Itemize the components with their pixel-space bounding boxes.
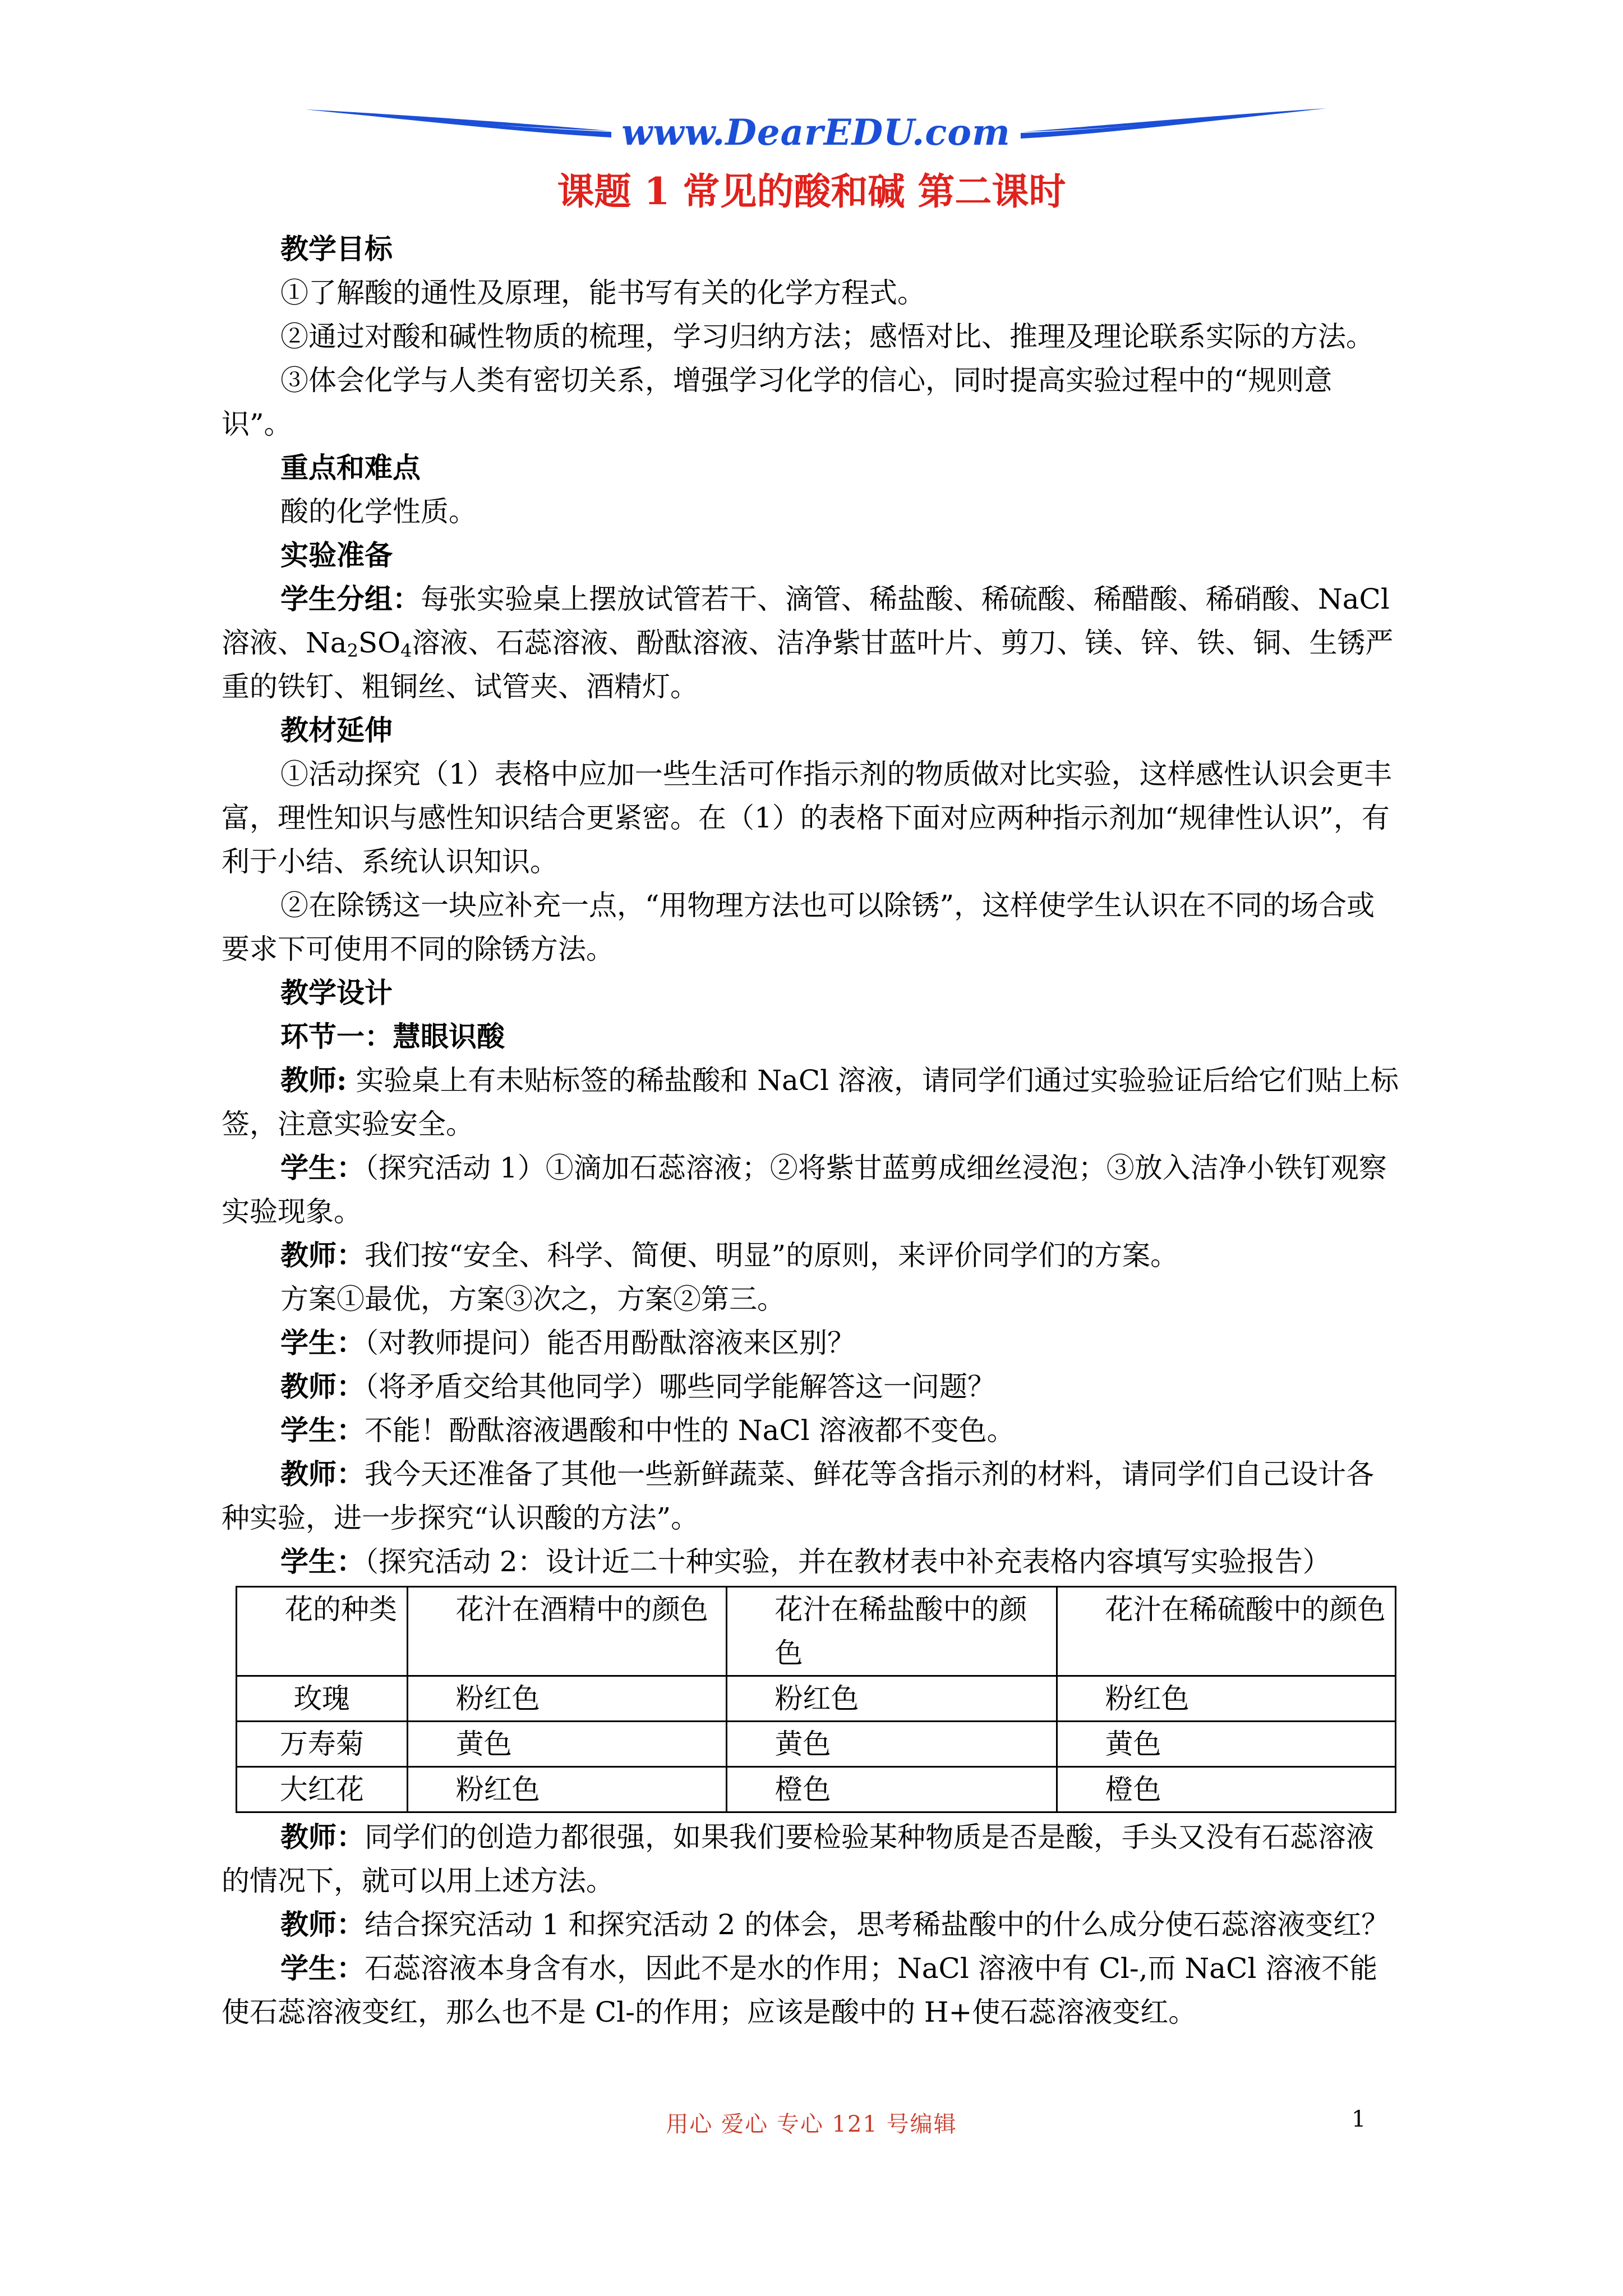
section-heading: 环节一：慧眼识酸	[280, 1020, 505, 1053]
dialogue-text: （探究活动 1）①滴加石蕊溶液；②将紫甘蓝剪成细丝浸泡；③放入洁净小铁钉观察实验现象。	[222, 1152, 1387, 1228]
dialogue-line	[222, 1947, 1399, 2034]
paragraph: ②通过对酸和碱性物质的梳理，学习归纳方法；感悟对比、推理及理论联系实际的方法。	[280, 320, 1374, 353]
paragraph: 学生分组：每张实验桌上摆放试管若干、滴管、稀盐酸、稀硫酸、稀醋酸、稀硝酸、NaCl 溶液、$Na_2SO_4$溶液、石蕊溶液、酚酞溶液、洁净紫甘蓝叶片、剪刀、镁、锌、铁、铜、生锈严重的铁钉、粗铜丝、试管夹、酒精灯。	[222, 582, 1394, 703]
document-title: 课题 1 常见的酸和碱 第二课时	[557, 169, 1066, 213]
section-heading: 教学目标	[280, 232, 393, 265]
document-body	[222, 227, 1399, 2034]
dialogue-text: 实验桌上有未贴标签的稀盐酸和 NaCl 溶液，请同学们通过实验验证后给它们贴上标签，注意实验安全。	[222, 1064, 1399, 1140]
header-banner	[306, 104, 1326, 160]
flower-color-table	[236, 1586, 1396, 1813]
page-number: 1	[1352, 2106, 1366, 2132]
table-header-cell: 花的种类	[237, 1587, 408, 1676]
dialogue-text: 不能！酚酞溶液遇酸和中性的 NaCl 溶液都不变色。	[365, 1414, 1015, 1447]
table-cell: 黄色	[1057, 1722, 1395, 1767]
section-heading: 实验准备	[280, 539, 393, 572]
dialogue-line	[222, 1409, 1399, 1452]
dialogue-block	[222, 1059, 1399, 1584]
dialogue-text: 我们按“安全、科学、简便、明显”的原则，来评价同学们的方案。	[365, 1239, 1179, 1272]
table-cell: 大红花	[237, 1767, 408, 1812]
table-row	[237, 1676, 1396, 1722]
table-row	[237, 1767, 1396, 1812]
dialogue-text: 结合探究活动 1 和探究活动 2 的体会，思考稀盐酸中的什么成分使石蕊溶液变红？	[365, 1908, 1390, 1941]
dialogue-text: 同学们的创造力都很强，如果我们要检验某种物质是否是酸，手头又没有石蕊溶液的情况下，就可以用上述方法。	[222, 1821, 1374, 1897]
table-cell: 玫瑰	[237, 1676, 408, 1722]
speaker-label: 学生：	[280, 1326, 365, 1359]
table-header-cell: 花汁在酒精中的颜色	[407, 1587, 726, 1676]
dialogue-line	[222, 1452, 1399, 1540]
speaker-label: 教师:	[280, 1064, 347, 1097]
table-cell: 粉红色	[1057, 1676, 1395, 1722]
brand-logo[interactable]: www.DearEDU.com	[621, 112, 1011, 154]
table-cell: 黄色	[726, 1722, 1057, 1767]
dialogue-line	[222, 1365, 1399, 1409]
footer-text: 用心 爱心 专心 121 号编辑	[666, 2111, 957, 2137]
dialogue-line	[222, 1321, 1399, 1365]
speaker-label: 学生分组：	[280, 582, 421, 615]
speaker-label: 学生：	[280, 1545, 365, 1578]
table-cell: 粉红色	[407, 1676, 726, 1722]
table-cell: 粉红色	[407, 1767, 726, 1812]
speaker-label: 学生：	[280, 1414, 365, 1447]
dialogue-line	[222, 1146, 1399, 1234]
speaker-label: 学生：	[280, 1151, 365, 1184]
dialogue-text: 方案①最优，方案③次之，方案②第三。	[280, 1283, 785, 1315]
paragraph: ①活动探究（1）表格中应加一些生活可作指示剂的物质做对比实验，这样感性认识会更丰富，理性知识与感性知识结合更紧密。在（1）的表格下面对应两种指示剂加“规律性认识”，有利于小结、系统认识知识。	[222, 758, 1392, 878]
table-header-cell: 花汁在稀硫酸中的颜色	[1057, 1587, 1395, 1676]
table-header-cell: 花汁在稀盐酸中的颜色	[726, 1587, 1057, 1676]
paragraph: ③体会化学与人类有密切关系，增强学习化学的信心，同时提高实验过程中的“规则意识”。	[222, 364, 1332, 440]
paragraph: ①了解酸的通性及原理，能书写有关的化学方程式。	[280, 277, 925, 309]
table-cell: 橙色	[1057, 1767, 1395, 1812]
table-cell: 粉红色	[726, 1676, 1057, 1722]
table-cell: 万寿菊	[237, 1722, 408, 1767]
dialogue-text: 我今天还准备了其他一些新鲜蔬菜、鲜花等含指示剂的材料，请同学们自己设计各种实验，进一步探究“认识酸的方法”。	[222, 1458, 1374, 1534]
dialogue-text: （将矛盾交给其他同学）哪些同学能解答这一问题？	[365, 1370, 995, 1403]
speaker-label: 教师：	[280, 1239, 365, 1272]
dialogue-line	[222, 1234, 1399, 1277]
section-heading: 教材延伸	[280, 714, 393, 747]
dialogue-block	[222, 1815, 1399, 2034]
paragraph: ②在除锈这一块应补充一点，“用物理方法也可以除锈”，这样使学生认识在不同的场合或要求下可使用不同的除锈方法。	[222, 889, 1375, 965]
speaker-label: 教师：	[280, 1908, 365, 1941]
table-header-row	[237, 1587, 1396, 1676]
dialogue-line	[222, 1059, 1399, 1146]
table-cell: 黄色	[407, 1722, 726, 1767]
dialogue-text: 石蕊溶液本身含有水，因此不是水的作用；NaCl 溶液中有 Cl-,而 NaCl 溶液不能使石蕊溶液变红，那么也不是 Cl-的作用；应该是酸中的 H+使石蕊溶液变红。	[222, 1952, 1378, 2028]
section-heading: 重点和难点	[280, 451, 421, 484]
dialogue-text: （探究活动 2：设计近二十种实验，并在教材表中补充表格内容填写实验报告）	[365, 1545, 1331, 1578]
dialogue-line	[222, 1903, 1399, 1947]
dialogue-line	[222, 1540, 1399, 1584]
dialogue-line	[222, 1815, 1399, 1903]
speaker-label: 学生：	[280, 1952, 365, 1985]
speaker-label: 教师：	[280, 1370, 365, 1403]
paragraph: 酸的化学性质。	[280, 495, 477, 528]
table-row	[237, 1722, 1396, 1767]
speaker-label: 教师：	[280, 1820, 365, 1853]
dialogue-line	[222, 1277, 1399, 1321]
section-heading: 教学设计	[280, 976, 393, 1009]
speaker-label: 教师：	[280, 1457, 365, 1490]
dialogue-text: （对教师提问）能否用酚酞溶液来区别？	[365, 1327, 855, 1359]
table-cell: 橙色	[726, 1767, 1057, 1812]
